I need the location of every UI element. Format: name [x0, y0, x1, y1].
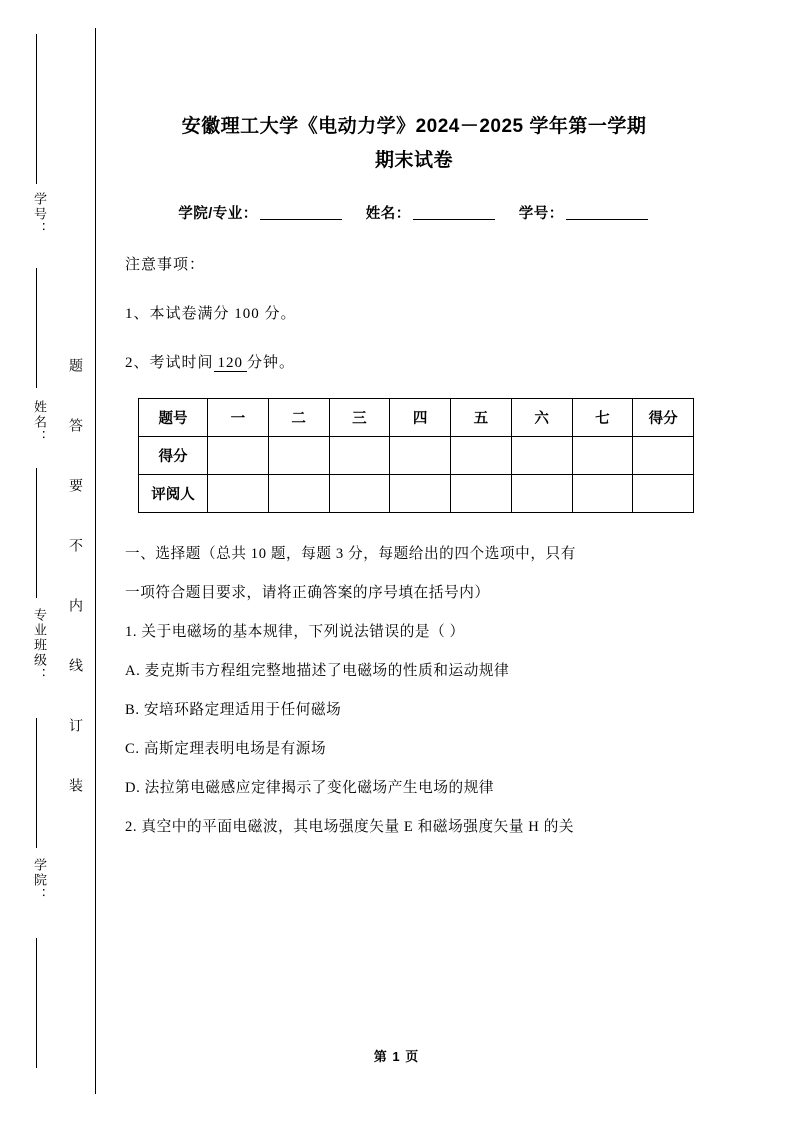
- col-header-1: 一: [208, 399, 269, 437]
- col-header-5: 五: [451, 399, 512, 437]
- score-cell[interactable]: [268, 437, 329, 475]
- col-header-3: 三: [329, 399, 390, 437]
- score-cell[interactable]: [390, 437, 451, 475]
- table-row: [139, 437, 694, 475]
- score-cell[interactable]: [329, 437, 390, 475]
- table-row: [139, 475, 694, 513]
- score-cell[interactable]: [572, 437, 633, 475]
- label-student-id: 学号：: [518, 206, 564, 222]
- notes-heading: 注意事项：: [125, 257, 206, 273]
- side-field-name: 姓名：: [32, 400, 47, 445]
- seal-rule-2: [36, 268, 37, 388]
- question-1-option-a[interactable]: A. 麦克斯韦方程组完整地描述了电磁场的性质和运动规律: [125, 663, 510, 679]
- question-2-stem: 2. 真空中的平面电磁波，其电场强度矢量 E 和磁场强度矢量 H 的关: [125, 819, 575, 835]
- label-name: 姓名：: [365, 206, 411, 222]
- title-line-2: 期末试卷: [374, 150, 453, 171]
- seal-margin: [0, 28, 95, 1094]
- grader-cell[interactable]: [451, 475, 512, 513]
- grader-cell[interactable]: [268, 475, 329, 513]
- section-heading-line-2: 一项符合题目要求，请将正确答案的序号填在括号内）: [125, 585, 490, 601]
- grader-cell[interactable]: [572, 475, 633, 513]
- seal-rule-4: [36, 718, 37, 848]
- score-cell[interactable]: [208, 437, 269, 475]
- row-header-grader: 评阅人: [139, 475, 208, 513]
- grader-cell[interactable]: [390, 475, 451, 513]
- col-header-6: 六: [511, 399, 572, 437]
- question-1-option-b[interactable]: B. 安培环路定理适用于任何磁场: [125, 702, 342, 718]
- note-2-after: 分钟。: [247, 355, 296, 371]
- row-header-question-no: 题号: [139, 399, 208, 437]
- grader-cell[interactable]: [633, 475, 694, 513]
- question-1-option-c[interactable]: C. 高斯定理表明电场是有源场: [125, 741, 327, 757]
- col-header-total: 得分: [633, 399, 694, 437]
- blank-college-major[interactable]: [260, 219, 342, 220]
- score-cell[interactable]: [511, 437, 572, 475]
- col-header-7: 七: [572, 399, 633, 437]
- score-cell[interactable]: [633, 437, 694, 475]
- note-item-2: [125, 351, 703, 372]
- label-college-major: 学院/专业：: [178, 206, 258, 222]
- section-heading-line-1: 一、选择题（总共 10 题，每题 3 分，每题给出的四个选项中，只有: [125, 546, 576, 562]
- seal-rule-1: [36, 34, 37, 184]
- note-item-1: 1、本试卷满分 100 分。: [125, 306, 297, 322]
- question-1-option-d[interactable]: D. 法拉第电磁感应定律揭示了变化磁场产生电场的规律: [125, 780, 495, 796]
- seal-characters: 题答要不内线订装: [68, 358, 84, 838]
- note-2-duration: 120: [214, 355, 248, 372]
- table-row: [139, 399, 694, 437]
- seal-rule-3: [36, 468, 37, 598]
- student-info-line: [125, 202, 703, 223]
- question-1-stem: 1. 关于电磁场的基本规律，下列说法错误的是（ ）: [125, 624, 465, 640]
- score-table: [138, 398, 694, 513]
- side-field-college: 学院：: [32, 858, 47, 903]
- row-header-score: 得分: [139, 437, 208, 475]
- side-field-class: 专业班级：: [32, 608, 47, 683]
- page-footer: 第 1 页: [373, 1049, 420, 1064]
- seal-vertical-line: [95, 28, 96, 1094]
- exam-content: [125, 110, 703, 847]
- grader-cell[interactable]: [329, 475, 390, 513]
- col-header-2: 二: [268, 399, 329, 437]
- col-header-4: 四: [390, 399, 451, 437]
- blank-name[interactable]: [413, 219, 495, 220]
- grader-cell[interactable]: [208, 475, 269, 513]
- section-one: [125, 535, 703, 847]
- page-title: [125, 110, 703, 178]
- score-cell[interactable]: [451, 437, 512, 475]
- note-2-before: 2、考试时间: [125, 355, 214, 371]
- title-line-1: 安徽理工大学《电动力学》2024－2025 学年第一学期: [181, 116, 647, 137]
- side-field-student-id: 学号：: [32, 192, 47, 237]
- blank-student-id[interactable]: [566, 219, 648, 220]
- grader-cell[interactable]: [511, 475, 572, 513]
